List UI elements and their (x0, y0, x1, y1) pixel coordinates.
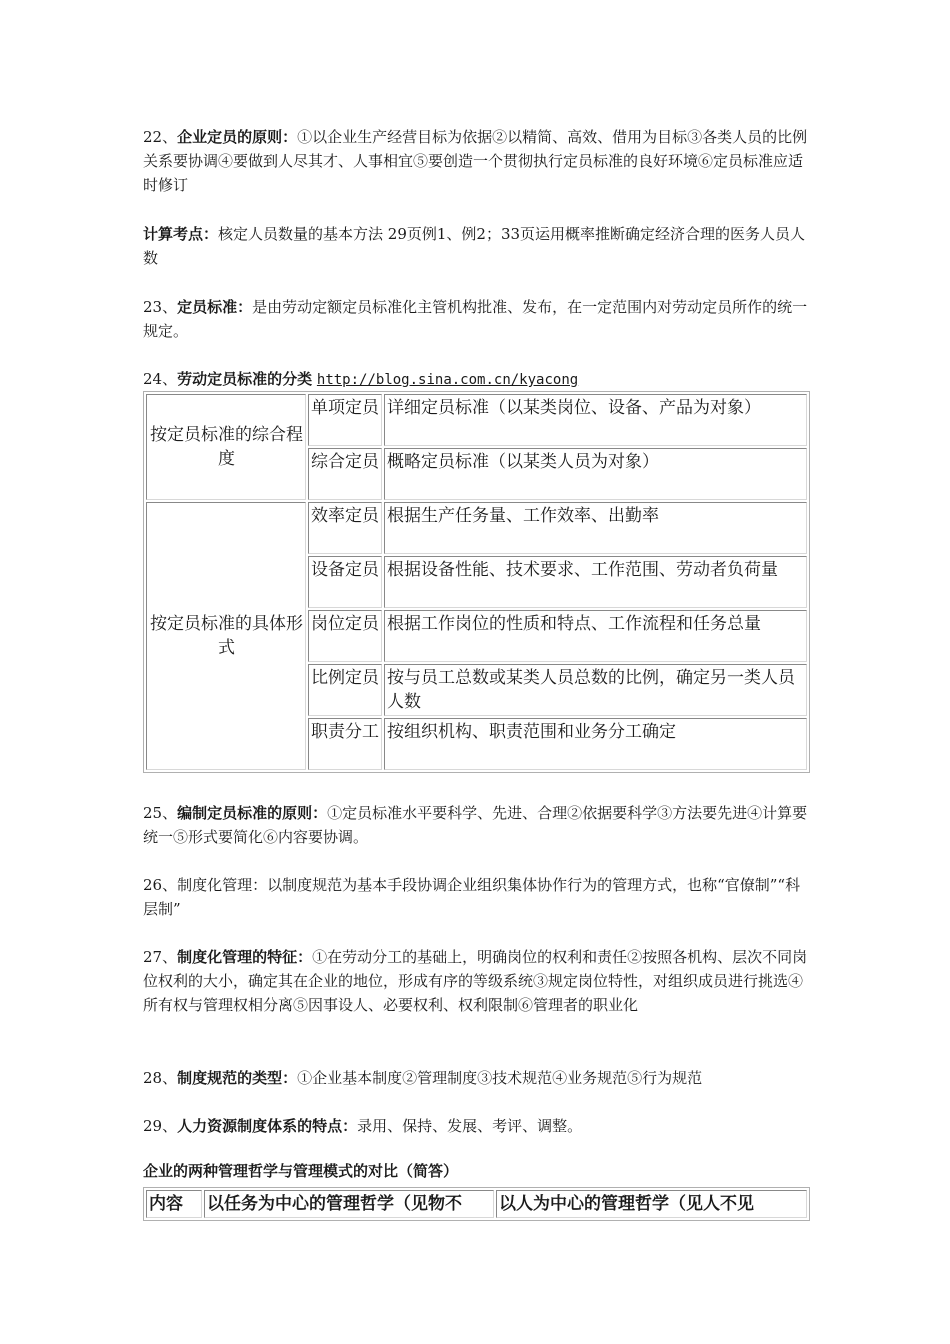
item-number: 22、 (143, 128, 178, 146)
item-title: 定员标准： (177, 298, 253, 316)
item-number: 23、 (143, 298, 178, 316)
header-cell: 以任务为中心的管理哲学（见物不 (204, 1190, 494, 1218)
header-cell: 内容 (146, 1190, 202, 1218)
desc-cell: 按与员工总数或某类人员总数的比例，确定另一类人员人数 (384, 664, 807, 716)
item-title: 编制定员标准的原则： (177, 804, 328, 822)
desc-cell: 按组织机构、职责范围和业务分工确定 (384, 718, 807, 770)
item-number: 28、 (143, 1069, 178, 1087)
item-number: 25、 (143, 804, 178, 822)
desc-cell: 概略定员标准（以某类人员为对象） (384, 448, 807, 500)
type-cell: 设备定员 (308, 556, 382, 608)
paragraph-23 (143, 295, 811, 343)
staffing-standards-table (143, 391, 810, 773)
table-header-row (146, 1190, 807, 1218)
type-cell: 单项定员 (308, 394, 382, 446)
desc-cell: 根据设备性能、技术要求、工作范围、劳动者负荷量 (384, 556, 807, 608)
item-body: ①在劳动分工的基础上，明确岗位的权利和责任②按照各机构、层次不同岗位权利的大小，确定其在企业的地位，形成有序的等级系统③规定岗位特性，对组织成员进行挑选④所有权与管理权相分离⑤因事设人、必要权利、权利限制⑥管理者的职业化 (143, 948, 808, 1014)
paragraph-24 (143, 367, 811, 392)
paragraph-29 (143, 1114, 811, 1138)
item-title: 人力资源制度体系的特点： (177, 1117, 358, 1135)
item-title: 计算考点： (143, 225, 219, 243)
desc-cell: 根据工作岗位的性质和特点、工作流程和任务总量 (384, 610, 807, 662)
item-title: 劳动定员标准的分类 (177, 370, 313, 388)
paragraph-22 (143, 125, 811, 197)
item-body: ①以企业生产经营目标为依据②以精简、高效、借用为目标③各类人员的比例关系要协调④要做到人尽其才、人事相宜⑤要创造一个贯彻执行定员标准的良好环境⑥定员标准应适时修订 (143, 128, 808, 194)
item-body: ①企业基本制度②管理制度③技术规范④业务规范⑤行为规范 (297, 1069, 703, 1087)
comparison-heading: 企业的两种管理哲学与管理模式的对比（简答） (143, 1162, 459, 1180)
paragraph-26: 26、制度化管理：以制度规范为基本手段协调企业组织集体协作行为的管理方式，也称“官僚制”“科层制” (143, 876, 801, 918)
item-number: 29、 (143, 1117, 178, 1135)
paragraph-25 (143, 801, 811, 849)
paragraph-27 (143, 945, 811, 1017)
header-cell: 以人为中心的管理哲学（见人不见 (496, 1190, 807, 1218)
desc-cell: 根据生产任务量、工作效率、出勤率 (384, 502, 807, 554)
item-number: 27、 (143, 948, 178, 966)
type-cell: 综合定员 (308, 448, 382, 500)
blog-link[interactable]: http://blog.sina.com.cn/kyacong (316, 372, 579, 388)
paragraph-28 (143, 1066, 811, 1090)
comparison-table (143, 1187, 810, 1221)
table-row (146, 502, 807, 554)
type-cell: 效率定员 (308, 502, 382, 554)
type-cell: 比例定员 (308, 664, 382, 716)
table-row (146, 394, 807, 446)
item-title: 制度化管理的特征： (177, 948, 313, 966)
desc-cell: 详细定员标准（以某类岗位、设备、产品为对象） (384, 394, 807, 446)
category-cell: 按定员标准的综合程度 (146, 394, 306, 500)
type-cell: 岗位定员 (308, 610, 382, 662)
item-body: ①定员标准水平要科学、先进、合理②依据要科学③方法要先进④计算要统一⑤形式要简化⑥内容要协调。 (143, 804, 808, 846)
paragraph-calc (143, 222, 811, 270)
item-body: 录用、保持、发展、考评、调整。 (357, 1117, 583, 1135)
item-body: 核定人员数量的基本方法 29页例1、例2；33页运用概率推断确定经济合理的医务人员人数 (143, 225, 806, 267)
item-title: 企业定员的原则： (177, 128, 298, 146)
category-cell: 按定员标准的具体形式 (146, 502, 306, 770)
item-body: 是由劳动定额定员标准化主管机构批准、发布，在一定范围内对劳动定员所作的统一规定。 (143, 298, 808, 340)
type-cell: 职责分工 (308, 718, 382, 770)
item-number: 24、 (143, 370, 178, 388)
item-title: 制度规范的类型： (177, 1069, 298, 1087)
